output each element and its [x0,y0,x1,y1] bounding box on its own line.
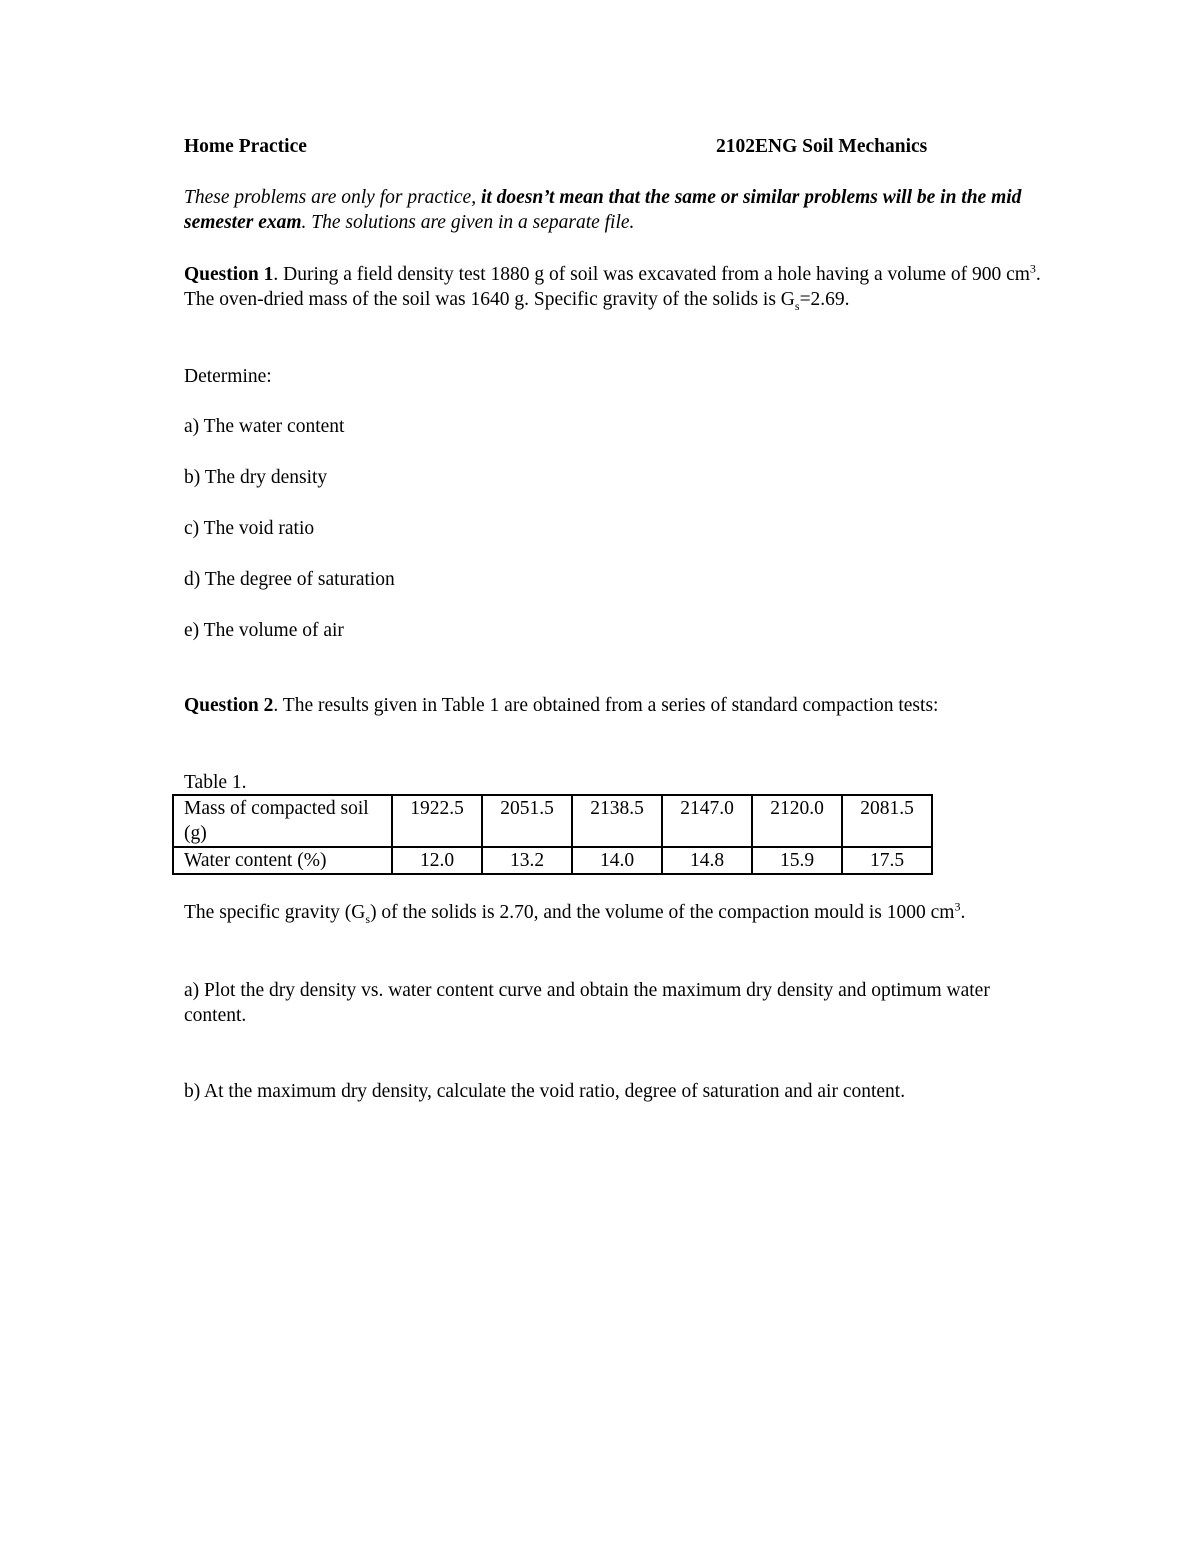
intro-text-end: . The solutions are given in a separate file. [301,212,635,233]
table-cell: 2120.0 [752,795,842,847]
gs-text: . [960,902,966,923]
subscript: s [794,298,800,313]
table-cell: 15.9 [752,847,842,874]
intro-emphasis: it doesn’t mean that the same or similar problems will be in the mid semester exam [184,187,1022,233]
question-2-part-b: b) At the maximum dry density, calculate the void ratio, degree of saturation and air content. [184,1081,906,1102]
question-1-part-d: d) The degree of saturation [184,569,395,590]
intro-note [184,185,1044,235]
row-label: Mass of compacted soil (g) [173,795,392,847]
subscript: s [365,911,371,926]
question-2-part-a: a) Plot the dry density vs. water content curve and obtain the maximum dry density and optimum water content. [184,980,990,1026]
intro-text: These problems are only for practice, [184,187,481,208]
determine-label: Determine: [184,366,272,387]
question-1-text: . The oven-dried mass of the soil was 1640 g. Specific gravity of the solids is G [184,264,1041,310]
question-2-label: Question 2 [184,695,274,716]
table-cell: 1922.5 [392,795,482,847]
question-1-part-c: c) The void ratio [184,518,315,539]
table-cell: 14.8 [662,847,752,874]
table-cell: 2147.0 [662,795,752,847]
row-label: Water content (%) [173,847,392,874]
table-cell: 2138.5 [572,795,662,847]
table-cell: 14.0 [572,847,662,874]
table-caption: Table 1. [184,772,247,793]
table-cell: 2051.5 [482,795,572,847]
superscript: 3 [954,899,961,914]
question-1-part-a: a) The water content [184,416,345,437]
header-title: Home Practice [184,136,307,157]
question-1-part-e: e) The volume of air [184,620,344,641]
table-cell: 13.2 [482,847,572,874]
gs-text: ) of the solids is 2.70, and the volume of the compaction mould is 1000 cm [370,902,955,923]
compaction-table [172,794,933,875]
table-row [173,847,932,874]
course-title: 2102ENG Soil Mechanics [716,136,928,157]
question-1 [184,262,1044,312]
question-1-label: Question 1 [184,264,274,285]
question-2 [184,693,1044,718]
question-1-text: =2.69. [799,289,850,310]
specific-gravity-text [184,900,1044,925]
table-row [173,795,932,847]
table-cell: 2081.5 [842,795,932,847]
question-1-text: . During a field density test 1880 g of soil was excavated from a hole having a volume of 900 cm [273,264,1030,285]
question-2-text: . The results given in Table 1 are obtained from a series of standard compaction tests: [273,695,939,716]
gs-text: The specific gravity (G [184,902,366,923]
superscript: 3 [1029,261,1036,276]
table-cell: 12.0 [392,847,482,874]
table-cell: 17.5 [842,847,932,874]
question-1-part-b: b) The dry density [184,467,328,488]
